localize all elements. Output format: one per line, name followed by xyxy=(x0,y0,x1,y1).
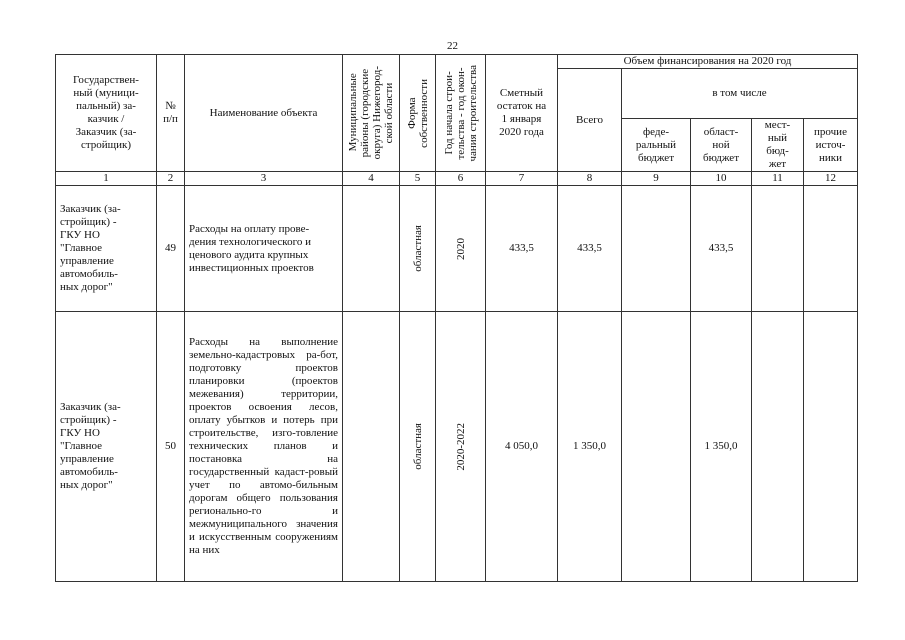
col-number: 6 xyxy=(436,172,486,186)
row-local xyxy=(752,186,804,312)
header-balance: Сметный остаток на 1 января 2020 года xyxy=(486,55,558,172)
row-num: 49 xyxy=(157,186,185,312)
row-other xyxy=(804,312,858,582)
header-local: мест- ный бюд- жет xyxy=(752,119,804,172)
header-districts: Муниципальные районы (городские округа) Нижегород- ской области xyxy=(343,55,400,172)
row-object-name: Расходы на оплату прове- дения технологического и ценового аудита крупных инвестиционных проектов xyxy=(185,186,343,312)
row-num: 50 xyxy=(157,312,185,582)
header-other: прочие источ- ники xyxy=(804,119,858,172)
row-customer: Заказчик (за- стройщик) - ГКУ НО "Главное управление автомобиль- ных дорог" xyxy=(56,186,157,312)
table-row xyxy=(56,186,858,312)
row-regional: 433,5 xyxy=(691,186,752,312)
row-ownership: областная xyxy=(400,312,436,582)
row-balance: 433,5 xyxy=(486,186,558,312)
header-years: Год начала строи- тельства - год окон- чания строительства xyxy=(436,55,486,172)
header-total: Всего xyxy=(558,69,622,172)
row-regional: 1 350,0 xyxy=(691,312,752,582)
row-district xyxy=(343,186,400,312)
col-number: 7 xyxy=(486,172,558,186)
col-number: 8 xyxy=(558,172,622,186)
header-financing: Объем финансирования на 2020 год xyxy=(558,55,858,69)
header-customer: Государствен- ный (муници- пальный) за- казчик / Заказчик (за- стройщик) xyxy=(56,55,157,172)
header-num: № п/п xyxy=(157,55,185,172)
col-number: 3 xyxy=(185,172,343,186)
row-federal xyxy=(622,186,691,312)
row-federal xyxy=(622,312,691,582)
row-customer: Заказчик (за- стройщик) - ГКУ НО "Главное управление автомобиль- ных дорог" xyxy=(56,312,157,582)
header-including: в том числе xyxy=(622,69,858,119)
row-ownership: областная xyxy=(400,186,436,312)
col-number: 11 xyxy=(752,172,804,186)
col-number: 12 xyxy=(804,172,858,186)
table-row xyxy=(56,312,858,582)
col-number: 4 xyxy=(343,172,400,186)
row-balance: 4 050,0 xyxy=(486,312,558,582)
col-number: 9 xyxy=(622,172,691,186)
row-years: 2020 xyxy=(436,186,486,312)
row-total: 1 350,0 xyxy=(558,312,622,582)
header-ownership: Форма собственности xyxy=(400,55,436,172)
header-federal: феде- ральный бюджет xyxy=(622,119,691,172)
row-local xyxy=(752,312,804,582)
row-years: 2020-2022 xyxy=(436,312,486,582)
header-regional: област- ной бюджет xyxy=(691,119,752,172)
col-number: 1 xyxy=(56,172,157,186)
financing-table xyxy=(55,54,858,582)
page-number: 22 xyxy=(447,40,458,52)
row-total: 433,5 xyxy=(558,186,622,312)
row-district xyxy=(343,312,400,582)
row-object-name: Расходы на выполнение земельно-кадастровых ра-бот, подготовку проектов планировки (проектов межевания) территории, проектов освоения лесов, оплату убытков и потерь при строительстве, изго-товление технических планов и постановка на государственный кадаст-ровый учет по автомо-бильным дорогам общего пользования регионально-го и межмуниципального значения и искусственным сооружениям на них xyxy=(185,312,343,582)
row-other xyxy=(804,186,858,312)
col-number: 2 xyxy=(157,172,185,186)
col-number: 5 xyxy=(400,172,436,186)
col-number: 10 xyxy=(691,172,752,186)
header-object-name: Наименование объекта xyxy=(185,55,343,172)
column-numbers-row xyxy=(56,172,858,186)
